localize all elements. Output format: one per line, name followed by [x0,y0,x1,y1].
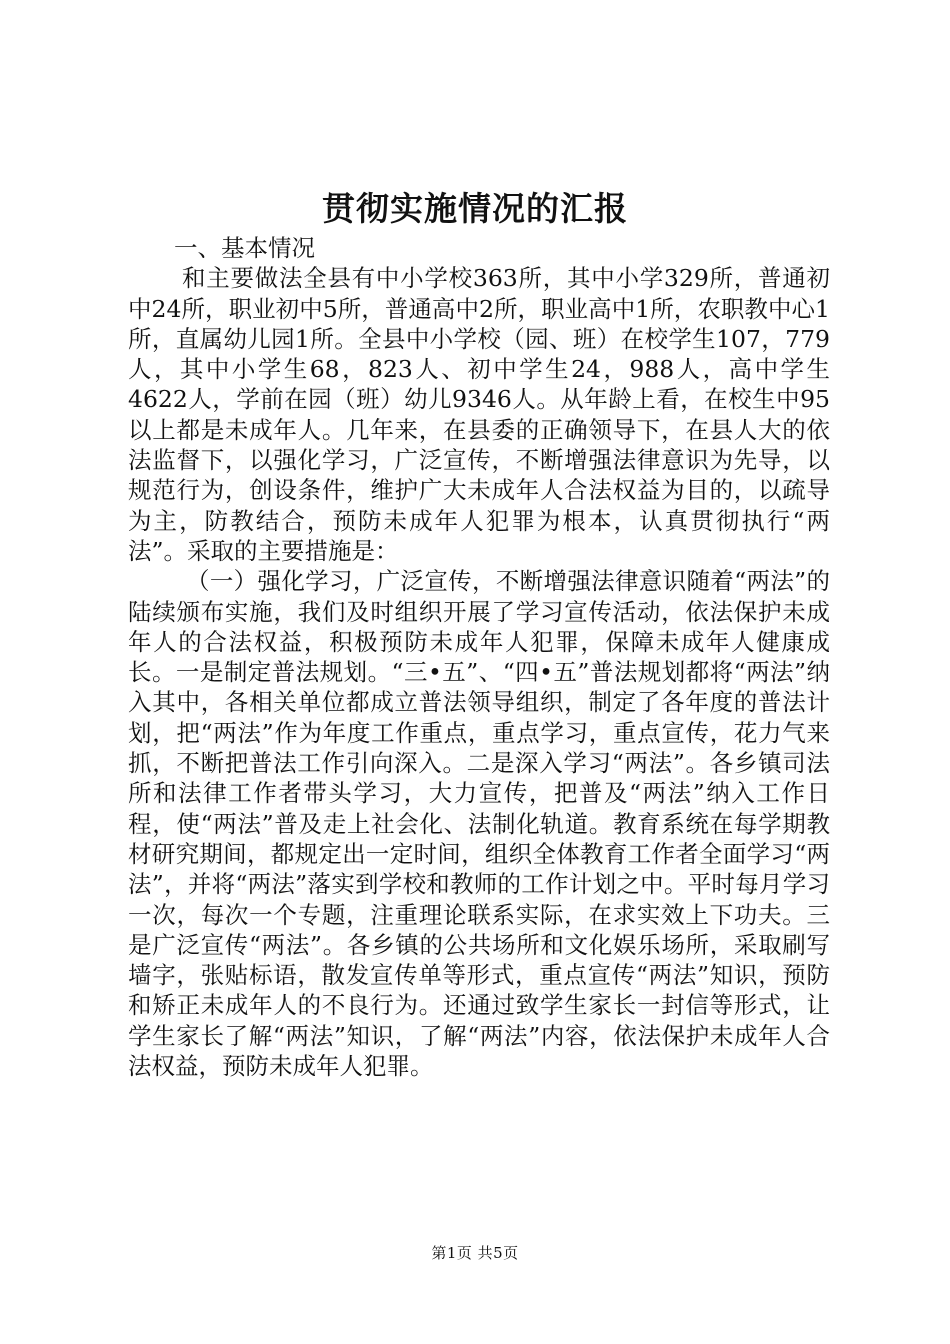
body-paragraph: 和主要做法全县有中小学校363所，其中小学329所，普通初中24所，职业初中5所，普通高中2所，职业高中1所，农职教中心1所，直属幼儿园1所。全县中小学校（园、班）在校学生107，779人，其中小学生68，823人、初中学生24，988人，高中学生4622人，学前在园（班）幼儿9346人。从年龄上看，在校生中95以上都是未成年人。几年来，在县委的正确领导下，在县人大的依法监督下，以强化学习，广泛宣传，不断增强法律意识为先导，以规范行为，创设条件，维护广大未成年人合法权益为目的，以疏导为主，防教结合，预防未成年人犯罪为根本，认真贯彻执行“两法”。采取的主要措施是： [128,264,830,565]
section-heading: 一、基本情况 [174,234,315,262]
document-body [128,233,830,1081]
page-number-footer: 第1页 共5页 [431,1244,519,1262]
document-title: 贯彻实施情况的汇报 [322,189,628,228]
body-paragraph: （一）强化学习，广泛宣传，不断增强法律意识随着“两法”的陆续颁布实施，我们及时组织开展了学习宣传活动，依法保护未成年人的合法权益，积极预防未成年人犯罪，保障未成年人健康成长。一是制定普法规划。“三•五”、“四•五”普法规划都将“两法”纳入其中，各相关单位都成立普法领导组织，制定了各年度的普法计划，把“两法”作为年度工作重点，重点学习，重点宣传，花力气来抓，不断把普法工作引向深入。二是深入学习“两法”。各乡镇司法所和法律工作者带头学习，大力宣传，把普及“两法”纳入工作日程，使“两法”普及走上社会化、法制化轨道。教育系统在每学期教材研究期间，都规定出一定时间，组织全体教育工作者全面学习“两法”，并将“两法”落实到学校和教师的工作计划之中。平时每月学习一次，每次一个专题，注重理论联系实际，在求实效上下功夫。三是广泛宣传“两法”。各乡镇的公共场所和文化娱乐场所，采取刷写墙字，张贴标语，散发宣传单等形式，重点宣传“两法”知识，预防和矫正未成年人的不良行为。还通过致学生家长一封信等形式，让学生家长了解“两法”知识，了解“两法”内容，依法保护未成年人合法权益，预防未成年人犯罪。 [128,567,830,1081]
